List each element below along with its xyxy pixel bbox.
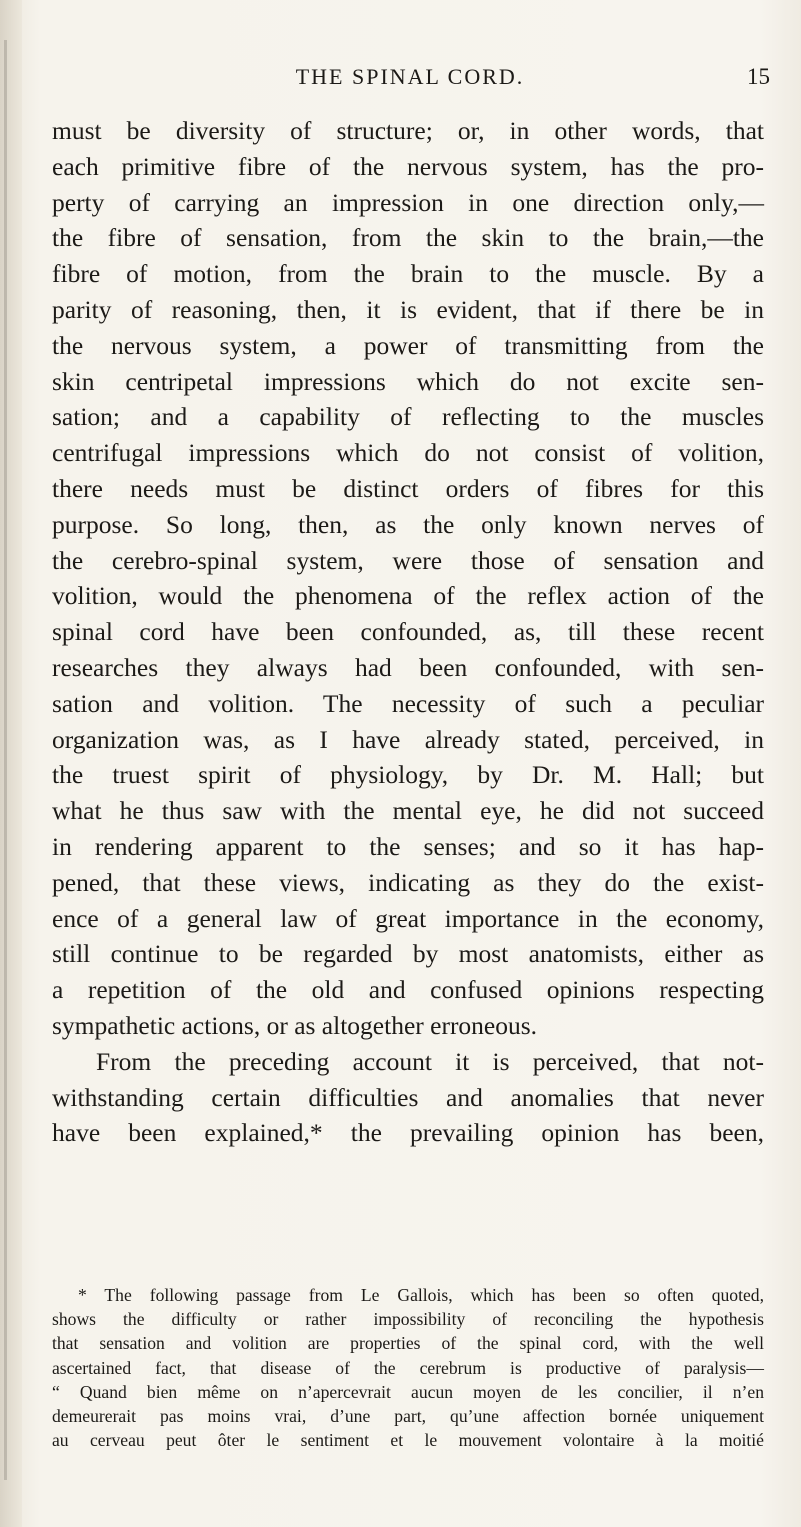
footnote-line: shows the difficulty or rather impossibility of reconciling the hypothesis (52, 1309, 764, 1330)
page-header (50, 64, 770, 94)
text-line: sation; and a capability of reflecting to the muscles (52, 402, 764, 432)
text-line: the cerebro-spinal system, were those of sensation and (52, 545, 764, 575)
text-line: have been explained,* the prevailing opinion has been, (52, 1118, 764, 1148)
text-line: withstanding certain difficulties and anomalies that never (52, 1082, 764, 1112)
text-line: there needs must be distinct orders of fibres for this (52, 473, 764, 503)
text-line: researches they always had been confounded, with sen- (52, 652, 764, 682)
text-line: organization was, as I have already stated, perceived, in (52, 724, 764, 754)
text-line: the nervous system, a power of transmitting from the (52, 330, 764, 360)
text-line: in rendering apparent to the senses; and so it has hap- (52, 831, 764, 861)
footnote-line: * The following passage from Le Gallois, which has been so often quoted, (78, 1285, 764, 1305)
text-line: sympathetic actions, or as altogether erroneous. (52, 1010, 538, 1040)
text-line: centrifugal impressions which do not consist of volition, (52, 438, 764, 468)
text-line: pened, that these views, indicating as they do the exist- (52, 867, 764, 897)
text-line: From the preceding account it is perceived, that not- (96, 1046, 764, 1076)
text-line: perty of carrying an impression in one direction only,— (52, 187, 764, 217)
text-line: each primitive fibre of the nervous system, has the pro- (52, 151, 764, 181)
text-line: what he thus saw with the mental eye, he did not succeed (52, 796, 764, 826)
page-number: 15 (747, 64, 770, 89)
footnote-line: that sensation and volition are properties of the spinal cord, with the well (52, 1333, 764, 1354)
text-line: parity of reasoning, then, it is evident, that if there be in (52, 294, 764, 324)
text-line: fibre of motion, from the brain to the muscle. By a (52, 259, 764, 289)
running-head: THE SPINAL CORD. (295, 64, 525, 89)
footnote-line: demeurerait pas moins vrai, d’une part, qu’une affection bornée uniquement (52, 1406, 764, 1427)
text-line: purpose. So long, then, as the only known nerves of (52, 509, 764, 539)
text-line: volition, would the phenomena of the reflex action of the (52, 581, 764, 611)
text-line: still continue to be regarded by most anatomists, either as (52, 939, 764, 969)
text-line: skin centripetal impressions which do not excite sen- (52, 366, 764, 396)
margin-rule (4, 40, 7, 1480)
footnote (52, 1283, 764, 1452)
text-line: sation and volition. The necessity of such a peculiar (52, 688, 764, 718)
text-line: the truest spirit of physiology, by Dr. M. Hall; but (52, 760, 764, 790)
main-text (52, 113, 764, 1151)
text-line: spinal cord have been confounded, as, till these recent (52, 617, 764, 647)
footnote-line: au cerveau peut ôter le sentiment et le mouvement volontaire à la moitié (52, 1430, 764, 1451)
footnote-line: “ Quand bien même on n’apercevrait aucun moyen de les concilier, il n’en (52, 1381, 764, 1402)
text-line: must be diversity of structure; or, in other words, that (52, 116, 764, 145)
text-line: a repetition of the old and confused opinions respecting (52, 975, 764, 1005)
footnote-line: ascertained fact, that disease of the cerebrum is productive of paralysis— (52, 1357, 764, 1378)
text-line: ence of a general law of great importance in the economy, (52, 903, 764, 933)
text-line: the fibre of sensation, from the skin to the brain,—the (52, 223, 764, 253)
